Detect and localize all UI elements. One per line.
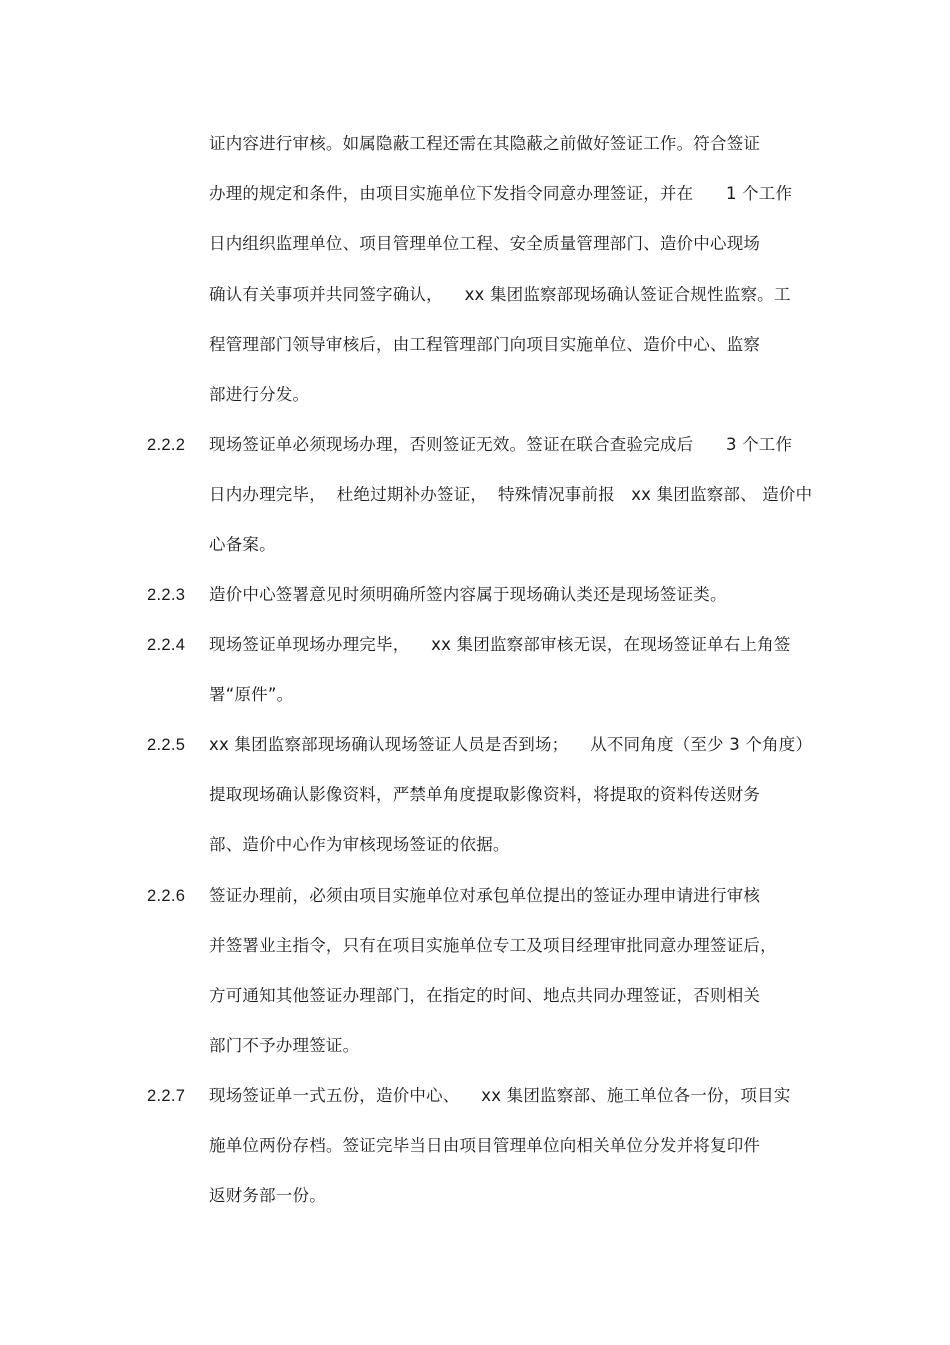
- clause-number: 2.2.2: [147, 436, 186, 454]
- clause-line: 现场签证单现场办理完毕， xx 集团监察部审核无误，在现场签证单右上角签: [209, 635, 791, 654]
- paragraph-line: 日内组织监理单位、项目管理单位工程、安全质量管理部门、造价中心现场: [209, 234, 761, 253]
- paragraph-line: 办理的规定和条件，由项目实施单位下发指令同意办理签证，并在 1 个工作: [209, 184, 793, 203]
- clause-line: 现场签证单必须现场办理，否则签证无效。签证在联合查验完成后 3 个工作: [209, 435, 793, 454]
- clause-line: 并签署业主指令，只有在项目实施单位专工及项目经理审批同意办理签证后，: [209, 936, 777, 955]
- clause-number: 2.2.6: [147, 887, 186, 905]
- clause-line: 返财务部一份。: [209, 1186, 326, 1205]
- clause-line: 部门不予办理签证。: [209, 1036, 360, 1055]
- clause-line: 造价中心签署意见时须明确所签内容属于现场确认类还是现场签证类。: [209, 585, 727, 604]
- clause-line: 心备案。: [209, 535, 276, 554]
- clause-line: 部、造价中心作为审核现场签证的依据。: [209, 835, 510, 854]
- clause-number: 2.2.7: [147, 1087, 186, 1105]
- clause-number: 2.2.4: [147, 636, 186, 654]
- clause-number: 2.2.3: [147, 586, 186, 604]
- clause-line: 签证办理前，必须由项目实施单位对承包单位提出的签证办理申请进行审核: [209, 886, 761, 905]
- clause-line: 现场签证单一式五份，造价中心、 xx 集团监察部、施工单位各一份，项目实: [209, 1086, 791, 1105]
- paragraph-line: 部进行分发。: [209, 385, 310, 404]
- paragraph-line: 证内容进行审核。如属隐蔽工程还需在其隐蔽之前做好签证工作。符合签证: [209, 134, 761, 153]
- paragraph-line: 程管理部门领导审核后，由工程管理部门向项目实施单位、造价中心、监察: [209, 335, 761, 354]
- paragraph-line: 确认有关事项并共同签字确认， xx 集团监察部现场确认签证合规性监察。工: [209, 285, 791, 304]
- clause-line: 施单位两份存档。签证完毕当日由项目管理单位向相关单位分发并将复印件: [209, 1136, 761, 1155]
- clause-line: 日内办理完毕， 杜绝过期补办签证， 特殊情况事前报 xx 集团监察部、 造价中: [209, 485, 813, 504]
- clause-line: 方可通知其他签证办理部门，在指定的时间、地点共同办理签证，否则相关: [209, 986, 761, 1005]
- clause-number: 2.2.5: [147, 736, 186, 754]
- clause-line: 提取现场确认影像资料，严禁单角度提取影像资料，将提取的资料传送财务: [209, 785, 761, 804]
- clause-line: xx 集团监察部现场确认现场签证人员是否到场； 从不同角度（至少 3 个角度）: [209, 735, 813, 754]
- clause-line: 署“原件”。: [209, 685, 294, 704]
